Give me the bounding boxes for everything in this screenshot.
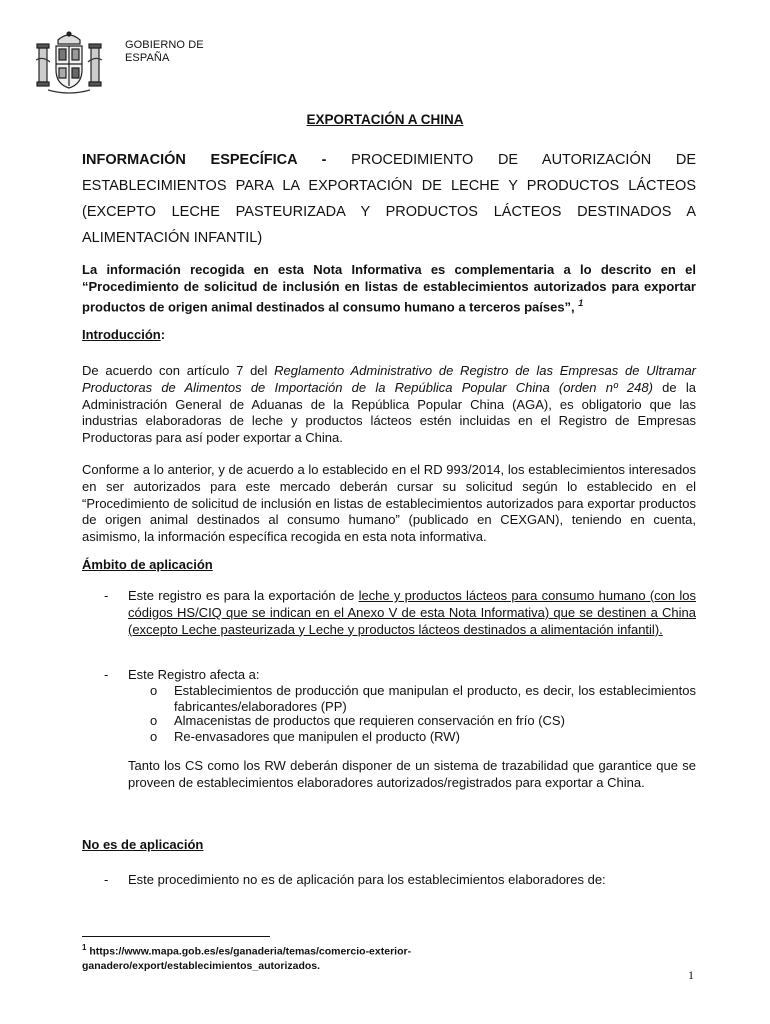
scope-traceability-paragraph: Tanto los CS como los RW deberán disponer de un sistema de trazabilidad que garantice que se proveen de establecimientos elaboradores autorizados/registrados para exportar a China. xyxy=(128,758,696,790)
list-dash: - xyxy=(104,588,109,603)
intro-p1-start: De acuerdo con artículo 7 del xyxy=(82,363,275,378)
scope-sub-item-2: Almacenistas de productos que requieren conservación en frío (CS) xyxy=(174,713,565,728)
list-dash: - xyxy=(104,667,109,682)
heading-rest: PROCEDIMIENTO DE AUTORIZACIÓN DE ESTABLECIMIENTOS PARA LA EXPORTACIÓN DE LECHE Y PRODUCTOS LÁCTEOS (EXCEPTO LECHE PASTEURIZADA Y PRODUCTOS LÁCTEOS DESTINADOS A ALIMENTACIÓN INFANTIL) xyxy=(82,152,696,246)
spain-coat-of-arms-icon xyxy=(34,30,104,96)
page-number: 1 xyxy=(688,968,694,982)
government-name-line2: ESPAÑA xyxy=(125,52,170,64)
intro-paragraph-2: Conforme a lo anterior, y de acuerdo a lo establecido en el RD 993/2014, los establecimientos interesados en ser autorizados para este mercado deberán cursar su solicitud según lo establecido en el “Procedimiento de solicitud de inclusión en listas de establecimientos autorizados para exportar productos de origen animal destinados al consumo humano” (publicado en CEXGAN), teniendo en cuenta, asimismo, la información específica recogida en esta nota informativa. xyxy=(82,462,696,545)
section-heading-intro xyxy=(82,327,165,342)
footnote xyxy=(82,941,642,973)
footnote-link[interactable]: https://www.mapa.gob.es/es/ganaderia/temas/comercio-exterior-ganadero/export/establecimientos_autorizados. xyxy=(82,945,412,972)
scope-sub-item-1: Establecimientos de producción que manipulan el producto, es decir, los establecimientos fabricantes/elaboradores (PP) xyxy=(174,683,696,714)
scope-item-1 xyxy=(128,588,696,638)
scope-item-1-start: Este registro es para la exportación de xyxy=(128,588,359,603)
heading-bold: INFORMACIÓN ESPECÍFICA - xyxy=(82,152,327,168)
sub-bullet: o xyxy=(150,713,158,728)
intro-heading-colon: : xyxy=(160,327,166,342)
informative-note xyxy=(82,262,696,316)
footnote-divider xyxy=(82,936,270,937)
intro-paragraph-1 xyxy=(82,363,696,447)
footnote-reference: 1 xyxy=(578,298,584,309)
government-name xyxy=(125,39,204,65)
footnote-marker: 1 xyxy=(82,943,87,952)
scope-item-1-underlined: leche y productos lácteos para consumo humano (con los códigos HS/CIQ que se indican en el Anexo V de esta Nota Informativa) que se destinen a China (excepto Leche pasteurizada y Leche y productos lácteos destinados a alimentación infantil). xyxy=(128,588,696,637)
not-applicable-item-1: Este procedimiento no es de aplicación para los establecimientos elaboradores de: xyxy=(128,872,606,887)
note-text: La información recogida en esta Nota Informativa es complementaria a lo descrito en el “Procedimiento de solicitud de inclusión en listas de establecimientos autorizados para exportar productos de origen animal destinados al consumo humano a terceros países”, xyxy=(82,262,696,315)
scope-item-2: Este Registro afecta a: xyxy=(128,667,260,682)
regulation-title: Reglamento Administrativo de Registro de las Empresas de Ultramar Productoras de Alimentos de Importación de la República Popular China (orden nº 248) xyxy=(82,363,697,395)
intro-p1-end: de la Administración General de Aduanas de la República Popular China (AGA), es obligatorio que las industrias elaboradoras de leche y productos lácteos estén incluidas en el Registro de Empresas Productoras para así poder exportar a China. xyxy=(82,379,696,446)
document-title: EXPORTACIÓN A CHINA xyxy=(306,112,464,127)
sub-bullet: o xyxy=(150,729,158,744)
sub-bullet: o xyxy=(150,683,158,698)
document-heading xyxy=(82,147,696,251)
government-name-line1: GOBIERNO DE xyxy=(125,39,204,51)
scope-sub-item-3: Re-envasadores que manipulen el producto (RW) xyxy=(174,729,460,744)
section-heading-not-applicable: No es de aplicación xyxy=(82,837,204,852)
list-dash: - xyxy=(104,872,109,887)
section-heading-scope: Ámbito de aplicación xyxy=(82,557,213,572)
intro-heading-text: Introducción xyxy=(82,327,161,342)
